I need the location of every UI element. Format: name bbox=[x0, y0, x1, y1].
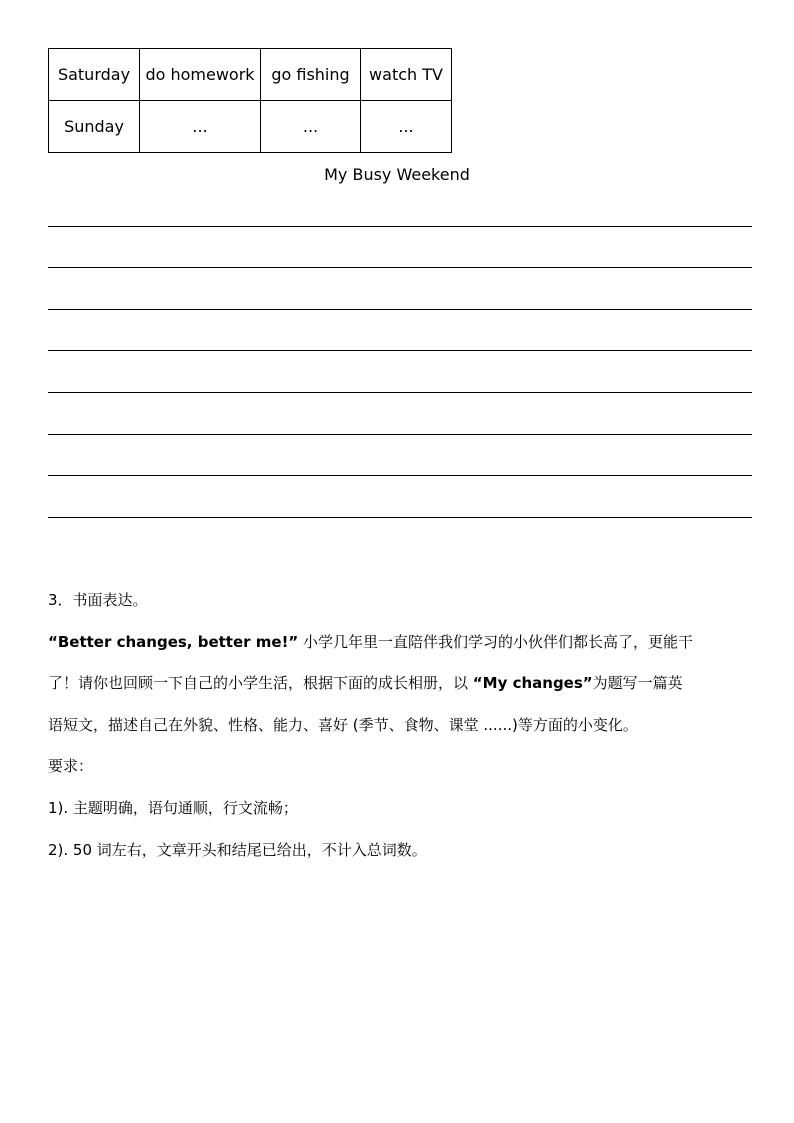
essay-topic: “My changes” bbox=[472, 674, 593, 693]
intro-english: “Better changes, better me!” bbox=[48, 632, 299, 651]
writing-line bbox=[48, 309, 752, 310]
writing-line bbox=[48, 350, 752, 351]
writing-line bbox=[48, 392, 752, 393]
table-row bbox=[49, 101, 452, 153]
table-cell: Sunday bbox=[49, 101, 140, 153]
intro-chinese: 小学几年里一直陪伴我们学习的小伙伴们都长高了，更能干 bbox=[298, 632, 694, 651]
line2-start: 了！请你也回顾一下自己的小学生活，根据下面的成长相册，以 bbox=[48, 674, 473, 693]
requirement-2: 2). 50 词左右，文章开头和结尾已给出，不计入总词数。 bbox=[48, 840, 427, 859]
table-row bbox=[49, 49, 452, 101]
task-heading: 3．书面表达。 bbox=[48, 591, 148, 609]
essay-title: My Busy Weekend bbox=[324, 165, 470, 184]
writing-task bbox=[48, 580, 748, 871]
table-cell: ... bbox=[261, 101, 361, 153]
writing-line bbox=[48, 267, 752, 268]
table-cell: go fishing bbox=[261, 49, 361, 101]
task-line-2 bbox=[48, 663, 748, 705]
table-cell: ... bbox=[361, 101, 452, 153]
schedule-table bbox=[48, 48, 452, 153]
table-cell: Saturday bbox=[49, 49, 140, 101]
task-intro bbox=[48, 622, 748, 664]
table-cell: ... bbox=[140, 101, 261, 153]
writing-line bbox=[48, 475, 752, 476]
table-cell: do homework bbox=[140, 49, 261, 101]
writing-line bbox=[48, 434, 752, 435]
table-cell: watch TV bbox=[361, 49, 452, 101]
requirement-1: 1). 主题明确，语句通顺，行文流畅； bbox=[48, 798, 298, 817]
requirements-label: 要求： bbox=[48, 757, 94, 776]
task-line-3: 语短文，描述自己在外貌、性格、能力、喜好 (季节、食物、课堂 ......)等方面的小变化。 bbox=[48, 715, 638, 734]
writing-line bbox=[48, 517, 752, 518]
line2-end: 为题写一篇英 bbox=[592, 674, 683, 693]
writing-line bbox=[48, 226, 752, 227]
